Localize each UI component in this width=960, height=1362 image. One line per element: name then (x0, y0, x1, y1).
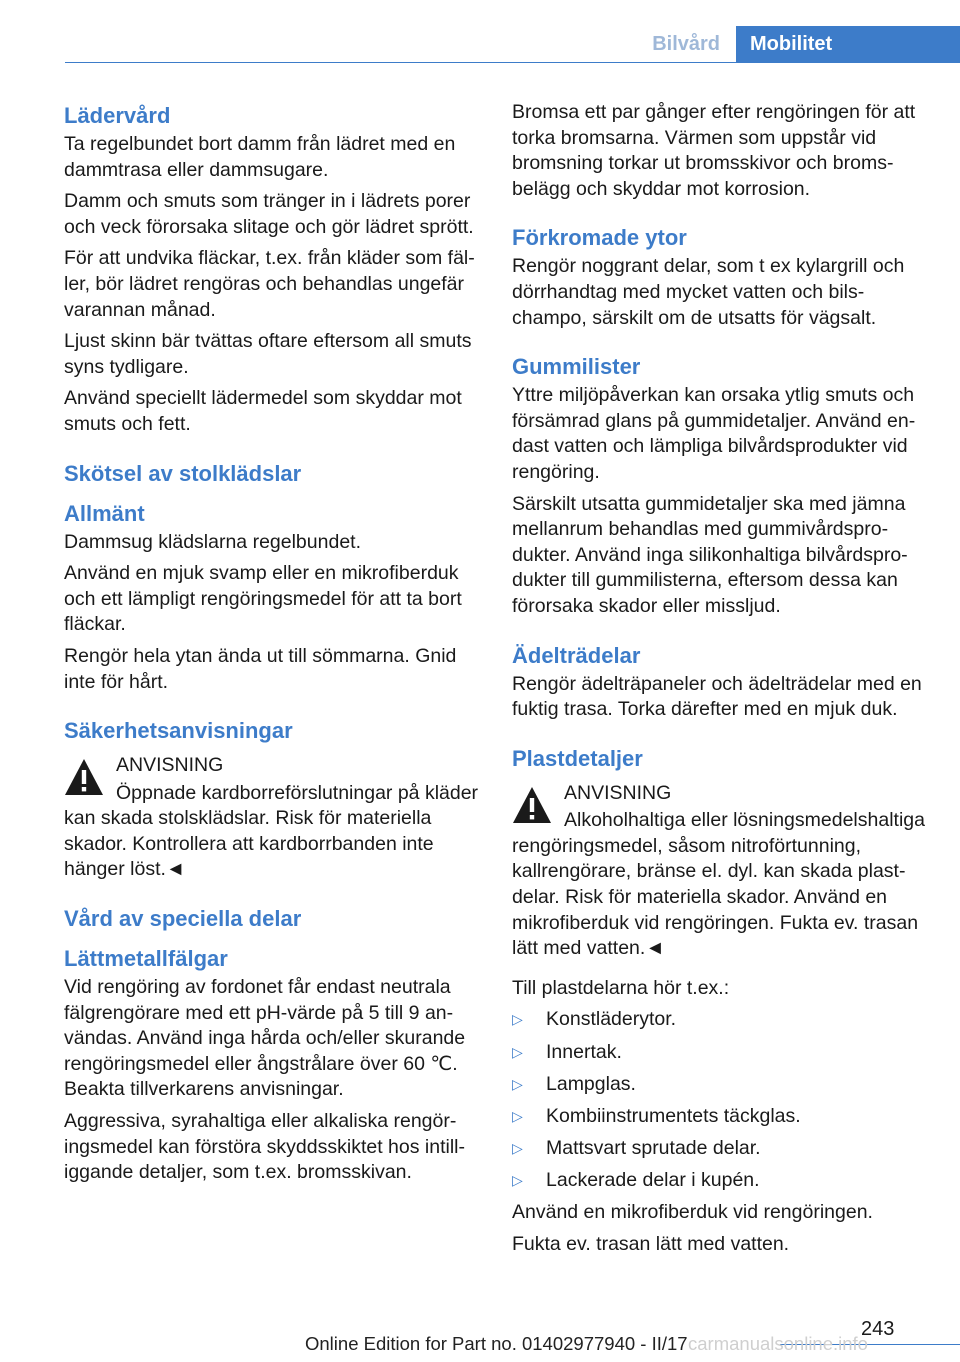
heading-plastdetaljer: Plastdetaljer (512, 745, 643, 771)
heading-stolkladslar: Skötsel av stolklädslar (64, 460, 302, 486)
list-item: ▷ Lackerade delar i kupén. (512, 1168, 932, 1194)
heading-speciella-delar: Vård av speciella delar (64, 906, 302, 932)
triangle-bullet-icon: ▷ (512, 1075, 523, 1092)
warning-label: ANVISNING (116, 754, 224, 777)
section-tab-mobilitet: Mobilitet (736, 26, 960, 62)
paragraph: Vid rengöring av fordonet får endast neutrala fälgrengörare med ett pH-värde på 5 till 9 användas. Använd inga hårda och/eller skurande rengöringsmedel eller ångstrålare över 60 ℃. Beakta tillverkarens anvisningar. (64, 976, 466, 1101)
list-item: ▷ Mattsvart sprutade delar. (512, 1136, 932, 1162)
paragraph: Ta regelbundet bort damm från lädret med en dammtrasa eller dammsugare. (64, 133, 456, 181)
warning-box (64, 753, 482, 883)
list-item: ▷ Kombiinstrumentets täckglas. (512, 1104, 932, 1130)
paragraph: Rengör noggrant delar, som t ex kylargrill och dörrhandtag med mycket vatten och bilschampo, särskilt om de utsatts för vägsalt. (512, 255, 905, 329)
warning-label: ANVISNING (564, 781, 672, 804)
heading-gummilister: Gummilister (512, 354, 641, 380)
heading-lattmetallfalgar: Lättmetallfälgar (64, 946, 228, 972)
list-item: ▷ Lampglas. (512, 1072, 932, 1098)
paragraph: Yttre miljöpåverkan kan orsaka ytlig smuts och försämrad glans på gummidetaljer. Använd endast vatten och lämpliga bilvårdsprodukter vid rengöring. (512, 384, 916, 483)
paragraph: Rengör hela ytan ända ut till sömmarna. Gnid inte för hårt. (64, 644, 457, 693)
paragraph: Använd en mjuk svamp eller en mikrofiberduk och ett lämpligt rengöringsmedel för att ta bort fläckar. (64, 562, 462, 636)
triangle-bullet-icon: ▷ (512, 1043, 523, 1060)
warning-triangle-icon (64, 757, 104, 797)
triangle-bullet-icon: ▷ (512, 1107, 523, 1124)
left-column (64, 100, 482, 1192)
warning-triangle-icon (512, 785, 552, 825)
section-header (65, 26, 960, 63)
paragraph: Särskilt utsatta gummidetaljer ska med jämna mellanrum behandlas med gummivårdsprodukter. Använd inga silikonhaltiga bilvårdsprodukter till gummilisterna, eftersom dessa kan förorsaka skador eller missljud. (512, 492, 908, 617)
paragraph: Till plastdelarna hör t.ex.: (512, 976, 730, 999)
heading-allmant: Allmänt (64, 500, 145, 526)
list-item: ▷ Konstläderytor. (512, 1007, 932, 1033)
paragraph: Ljust skinn bär tvättas oftare eftersom all smuts syns tydligare. (64, 330, 472, 378)
page-number: 243 (861, 1318, 895, 1340)
paragraph: Aggressiva, syrahaltiga eller alkaliska rengöringsmedel kan förstöra skyddsskiktet hos intilliggande detaljer, som t.ex. bromsskivan. (64, 1110, 466, 1184)
triangle-bullet-icon: ▷ (512, 1171, 523, 1188)
warning-text: Alkoholhaltiga eller lösningsmedelshaltiga rengöringsmedel, såsom nitroförtunning, kallrengörare, bränse el. dyl. kan skada plastdelar. Risk för materiella skador. Använd en mikrofiberduk vid rengöringen. Fukta ev. trasan lätt med vatten.◄ (512, 809, 925, 960)
heading-forkromade-ytor: Förkromade ytor (512, 225, 687, 251)
paragraph: Damm och smuts som tränger in i lädrets porer och veck förorsaka slitage och gör lädret sprött. (64, 190, 474, 238)
paragraph: Använd en mikrofiberduk vid rengöringen. (512, 1201, 873, 1223)
heading-adeltradelar: Ädelträdelar (512, 642, 641, 668)
warning-box (512, 781, 932, 962)
paragraph: Fukta ev. trasan lätt med vatten. (512, 1232, 790, 1255)
paragraph: Använd speciellt lädermedel som skyddar mot smuts och fett. (64, 387, 462, 435)
edition-footer: Online Edition for Part no. 01402977940 - II/17 (305, 1333, 688, 1354)
paragraph: Dammsug klädslarna regelbundet. (64, 530, 361, 553)
paragraph: För att undvika fläckar, t.ex. från kläder som fäller, bör lädret rengöras och behandlas ungefär varannan månad. (64, 247, 475, 321)
triangle-bullet-icon: ▷ (512, 1011, 523, 1028)
warning-text: Öppnade kardborreförslutningar på kläder kan skada stolsklädslar. Risk för materiella skador. Kontrollera att kardborrbanden inte hänger löst.◄ (64, 781, 479, 881)
right-column (512, 100, 932, 1263)
plast-list (512, 1007, 932, 1193)
paragraph: Bromsa ett par gånger efter rengöringen för att torka bromsarna. Värmen som uppstår vid bromsning torkar ut bromsskivor och bromsbelägg och skyddar mot korrosion. (512, 101, 916, 200)
triangle-bullet-icon: ▷ (512, 1139, 523, 1156)
heading-sakerhet: Säkerhetsanvisningar (64, 718, 293, 744)
watermark: carmanualsonline.info (688, 1333, 868, 1354)
heading-ladervard: Lädervård (64, 103, 171, 128)
section-tab-bilvard: Bilvård (652, 33, 720, 55)
paragraph: Rengör ädelträpaneler och ädelträdelar med en fuktig trasa. Torka därefter med en mjuk duk. (512, 672, 922, 721)
list-item: ▷ Innertak. (512, 1040, 932, 1066)
